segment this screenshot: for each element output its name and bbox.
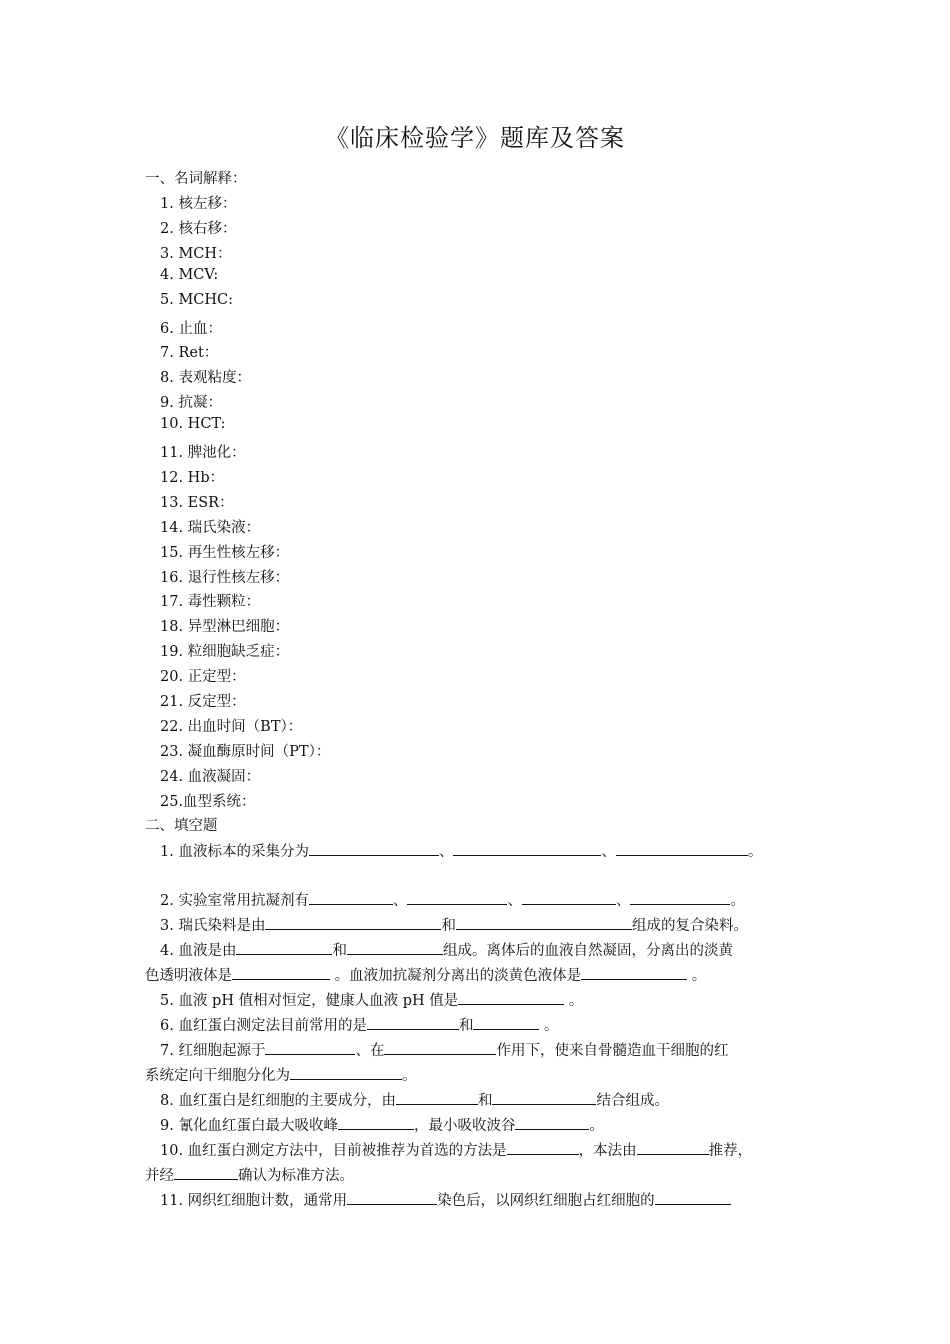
answer-blank[interactable] xyxy=(515,1114,589,1130)
answer-blank[interactable] xyxy=(507,1139,579,1155)
answer-blank[interactable] xyxy=(453,840,601,856)
question-4: 4. 血液是由 和 组成。离体后的血液自然凝固，分离出的淡黄 xyxy=(160,939,733,960)
answer-blank[interactable] xyxy=(456,914,632,930)
section2-heading: 二、填空题 xyxy=(145,818,218,834)
term-item: 11. 脾池化： xyxy=(160,445,246,461)
answer-blank[interactable] xyxy=(290,1064,402,1080)
term-item: 14. 瑞氏染液： xyxy=(160,519,261,536)
answer-blank[interactable] xyxy=(473,1014,539,1030)
term-item: 13. ESR： xyxy=(160,494,234,511)
answer-blank[interactable] xyxy=(492,1089,596,1105)
answer-blank[interactable] xyxy=(407,889,507,905)
answer-blank[interactable] xyxy=(458,989,564,1005)
answer-blank[interactable] xyxy=(347,1189,437,1205)
term-item: 1. 核左移： xyxy=(160,196,237,212)
question-8: 8. 血红蛋白是红细胞的主要成分，由 和 结合组成。 xyxy=(160,1089,669,1110)
term-item: 18. 异型淋巴细胞： xyxy=(160,619,290,636)
term-item: 22. 出血时间（BT）： xyxy=(160,718,303,735)
answer-blank[interactable] xyxy=(384,1039,496,1055)
question-6: 6. 血红蛋白测定法目前常用的是 和 。 xyxy=(160,1014,559,1035)
term-item: 3. MCH： xyxy=(160,245,232,262)
question-1: 1. 血液标本的采集分为 、 、 。 xyxy=(160,840,762,861)
answer-blank[interactable] xyxy=(637,1139,709,1155)
question-2: 2. 实验室常用抗凝剂有 、 、 、 。 xyxy=(160,889,745,910)
answer-blank[interactable] xyxy=(174,1164,238,1180)
term-item: 6. 止血： xyxy=(160,320,222,337)
answer-blank[interactable] xyxy=(367,1014,459,1030)
answer-blank[interactable] xyxy=(347,939,443,955)
document-title: 《临床检验学》题库及答案 xyxy=(325,124,625,152)
answer-blank[interactable] xyxy=(232,964,330,980)
answer-blank[interactable] xyxy=(338,1114,414,1130)
term-item: 4. MCV: xyxy=(160,266,219,283)
term-item: 17. 毒性颗粒： xyxy=(160,594,261,611)
answer-blank[interactable] xyxy=(265,1039,355,1055)
question-7-cont: 系统定向干细胞分化为 。 xyxy=(145,1064,417,1085)
term-item: 5. MCHC: xyxy=(160,291,234,308)
question-5: 5. 血液 pH 值相对恒定，健康人血液 pH 值是 。 xyxy=(160,989,583,1010)
term-item: 12. Hb： xyxy=(160,469,225,486)
question-10: 10. 血红蛋白测定方法中，目前被推荐为首选的方法是 ，本法由 推荐， xyxy=(160,1139,752,1160)
question-10-cont: 并经 确认为标准方法。 xyxy=(145,1164,354,1185)
answer-blank[interactable] xyxy=(581,964,687,980)
answer-blank[interactable] xyxy=(309,840,439,856)
question-9: 9. 氰化血红蛋白最大吸收峰 ，最小吸收波谷 。 xyxy=(160,1114,604,1135)
term-item: 23. 凝血酶原时间（PT）： xyxy=(160,743,331,760)
question-3: 3. 瑞氏染料是由 和 组成的复合染料。 xyxy=(160,914,748,935)
term-item: 21. 反定型： xyxy=(160,694,246,710)
answer-blank[interactable] xyxy=(396,1089,478,1105)
term-item: 25.血型系统： xyxy=(160,793,256,810)
term-item: 9. 抗凝： xyxy=(160,395,222,412)
answer-blank[interactable] xyxy=(522,889,616,905)
term-item: 16. 退行性核左移： xyxy=(160,569,290,586)
answer-blank[interactable] xyxy=(309,889,393,905)
term-item: 7. Ret： xyxy=(160,345,219,362)
section1-heading: 一、名词解释： xyxy=(145,171,247,187)
term-item: 2. 核右移： xyxy=(160,220,237,237)
answer-blank[interactable] xyxy=(236,939,332,955)
answer-blank[interactable] xyxy=(630,889,730,905)
question-11: 11. 网织红细胞计数，通常用 染色后，以网织红细胞占红细胞的 xyxy=(160,1189,731,1210)
answer-blank[interactable] xyxy=(655,1189,731,1205)
answer-blank[interactable] xyxy=(616,840,748,856)
question-4-cont: 色透明液体是 。血液加抗凝剂分离出的淡黄色液体是 。 xyxy=(145,964,706,985)
term-item: 19. 粒细胞缺乏症： xyxy=(160,644,290,661)
term-item: 10. HCT: xyxy=(160,416,226,433)
term-item: 8. 表观粘度： xyxy=(160,370,251,387)
question-7: 7. 红细胞起源于 、在 作用下，使来自骨髓造血干细胞的红 xyxy=(160,1039,728,1060)
term-item: 20. 正定型： xyxy=(160,669,246,686)
term-item: 15. 再生性核左移： xyxy=(160,544,290,561)
answer-blank[interactable] xyxy=(265,914,441,930)
term-item: 24. 血液凝固： xyxy=(160,768,261,785)
